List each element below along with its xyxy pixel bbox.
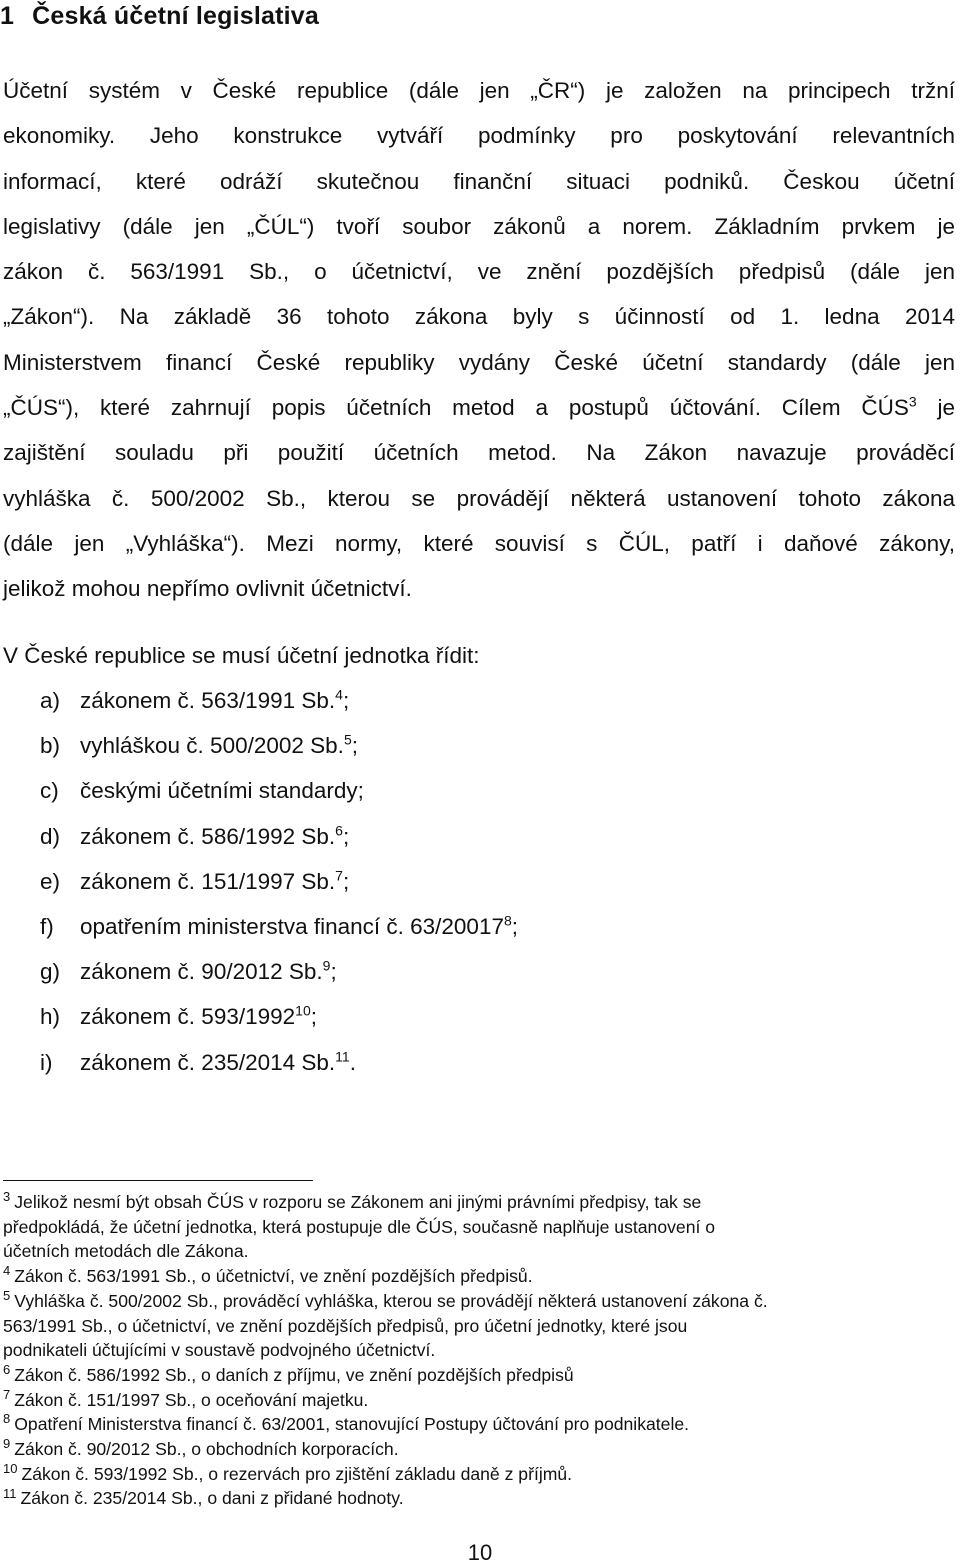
footnote-ref: 7 <box>335 867 343 884</box>
footnote-number: 3 <box>3 1189 11 1205</box>
footnote <box>3 1289 955 1314</box>
list-text: zákonem č. 593/1992 <box>80 1004 296 1030</box>
footnote-number: 4 <box>3 1263 11 1279</box>
list-end: ; <box>342 868 350 894</box>
footnote-number: 11 <box>3 1485 17 1501</box>
list-end: ; <box>342 688 350 713</box>
footnote <box>3 1486 955 1511</box>
footnote-ref: 9 <box>322 957 331 974</box>
paragraph-line: informací, které odráží skutečnou finanční situaci podniků. Českou účetní <box>3 168 955 194</box>
footnote-text: Opatření Ministerstva financí č. 63/2001, stanovující Postupy účtování pro podnikatele. <box>14 1414 690 1435</box>
paragraph-line: zákon č. 563/1991 Sb., o účetnictví, ve znění pozdějších předpisů (dále jen <box>3 259 955 285</box>
footnote <box>3 1412 955 1437</box>
footnote-text: Zákon č. 563/1991 Sb., o účetnictví, ve znění pozdějších předpisů. <box>14 1266 533 1287</box>
list-text: zákonem č. 563/1991 Sb. <box>80 688 336 713</box>
footnote-text: Vyhláška č. 500/2002 Sb., prováděcí vyhláška, kterou se provádějí některá ustanovení zákona č. <box>14 1290 768 1311</box>
footnote-text: podnikateli účtujícími v soustavě podvojného účetnictví. <box>3 1340 436 1361</box>
list-text: zákonem č. 586/1992 Sb. <box>80 823 336 849</box>
paragraph-line: jelikož mohou nepřímo ovlivnit účetnictví. <box>3 576 412 602</box>
paragraph-line-with-ref <box>3 385 955 430</box>
paragraph-line: zajištění souladu při použití účetních metod. Na Zákon navazuje prováděcí <box>3 440 955 466</box>
footnote-text: Zákon č. 90/2012 Sb., o obchodních korporacích. <box>14 1439 399 1460</box>
footnote <box>3 1462 955 1487</box>
list-label: b) <box>40 733 61 759</box>
footnote-ref: 10 <box>295 1002 311 1019</box>
footnote <box>3 1388 955 1413</box>
list-item <box>40 997 518 1042</box>
paragraph-line: Ministerstvem financí České republiky vydány České účetní standardy (dále jen <box>3 349 955 375</box>
footnote-number: 10 <box>3 1460 18 1476</box>
list-label: f) <box>40 913 54 939</box>
list-end: . <box>349 1049 356 1075</box>
page-number: 10 <box>467 1540 493 1565</box>
list-text: zákonem č. 90/2012 Sb. <box>80 959 323 985</box>
list-item <box>40 681 518 726</box>
list-item <box>40 862 518 907</box>
list-item <box>40 952 518 997</box>
list-end: ; <box>351 733 358 759</box>
list-intro: V České republice se musí účetní jednotka řídit: <box>3 643 480 668</box>
footnote-ref: 6 <box>335 822 343 839</box>
list-text: zákonem č. 151/1997 Sb. <box>80 868 336 894</box>
list-item <box>40 817 518 862</box>
paragraph-line: (dále jen „Vyhláška“). Mezi normy, které souvisí s ČÚL, patří i daňové zákony, <box>3 530 955 556</box>
list-end: ; <box>342 823 350 849</box>
list-label: h) <box>40 1004 61 1030</box>
list-item <box>40 1043 518 1088</box>
footnote <box>3 1190 955 1215</box>
footnote-ref: 3 <box>908 393 917 410</box>
section-number: 1 <box>0 2 15 30</box>
footnotes <box>3 1190 955 1511</box>
paragraph-line: ekonomiky. Jeho konstrukce vytváří podmínky pro poskytování relevantních <box>3 123 955 149</box>
footnote-number: 8 <box>3 1411 11 1427</box>
footnote-text: účetních metodách dle Zákona. <box>3 1241 249 1262</box>
footnote-number: 7 <box>3 1386 11 1402</box>
footnote-number: 6 <box>3 1362 11 1378</box>
footnote-number: 5 <box>3 1287 11 1303</box>
footnote-ref: 11 <box>335 1048 350 1064</box>
list-label: g) <box>40 959 61 985</box>
list-text: českými účetními standardy; <box>80 778 364 804</box>
list-end: ; <box>310 1004 317 1030</box>
list-item <box>40 726 518 771</box>
paragraph-line: legislativy (dále jen „ČÚL“) tvoří soubor zákonů a norem. Základním prvkem je <box>3 213 955 239</box>
paragraph-line: Účetní systém v České republice (dále jen „ČR“) je založen na principech tržní <box>3 78 955 103</box>
list-text: zákonem č. 235/2014 Sb. <box>80 1049 336 1075</box>
list-label: e) <box>40 868 61 894</box>
footnote-text: Zákon č. 586/1992 Sb., o daních z příjmu, ve znění pozdějších předpisů <box>14 1364 574 1385</box>
paragraph-line: „Zákon“). Na základě 36 tohoto zákona byly s účinností od 1. ledna 2014 <box>3 304 955 330</box>
footnote-ref: 8 <box>503 912 512 929</box>
footnote-text: Zákon č. 593/1992 Sb., o rezervách pro zjištění základu daně z příjmů. <box>21 1463 573 1484</box>
footnote <box>3 1437 955 1462</box>
paragraph-line: „ČÚS“), které zahrnují popis účetních metod a postupů účtování. Cílem ČÚS <box>3 395 909 421</box>
paragraph-line: je <box>937 395 955 421</box>
section-heading <box>0 2 319 31</box>
list-label: d) <box>40 823 61 849</box>
footnote-text: Jelikož nesmí být obsah ČÚS v rozporu se Zákonem ani jinými právními předpisy, tak se <box>14 1192 702 1212</box>
footnote-text: Zákon č. 151/1997 Sb., o oceňování majetku. <box>14 1389 369 1410</box>
footnote-text: předpokládá, že účetní jednotka, která postupuje dle ČÚS, současně naplňuje ustanovení o <box>3 1216 716 1237</box>
list-end: ; <box>330 959 337 985</box>
body-paragraph <box>3 68 955 612</box>
section-title: Česká účetní legislativa <box>32 2 319 30</box>
footnote-ref: 5 <box>343 731 352 748</box>
regulation-list <box>40 681 518 1088</box>
list-label: i) <box>40 1049 53 1075</box>
list-item <box>40 771 518 816</box>
list-end: ; <box>511 913 519 939</box>
list-item <box>40 907 518 952</box>
footnote-number: 9 <box>3 1436 11 1452</box>
footnote <box>3 1264 955 1289</box>
footnote-text: Zákon č. 235/2014 Sb., o dani z přidané hodnoty. <box>20 1488 404 1509</box>
list-label: c) <box>40 778 59 804</box>
footnote-separator <box>3 1180 313 1181</box>
paragraph-line: vyhláška č. 500/2002 Sb., kterou se provádějí některá ustanovení tohoto zákona <box>3 485 955 511</box>
footnote-text: 563/1991 Sb., o účetnictví, ve znění pozdějších předpisů, pro účetní jednotky, které jsou <box>3 1315 688 1336</box>
list-text: vyhláškou č. 500/2002 Sb. <box>80 733 344 759</box>
footnote-ref: 4 <box>335 686 343 703</box>
footnote <box>3 1363 955 1388</box>
list-text: opatřením ministerstva financí č. 63/20017 <box>80 913 504 939</box>
list-label: a) <box>40 688 61 713</box>
